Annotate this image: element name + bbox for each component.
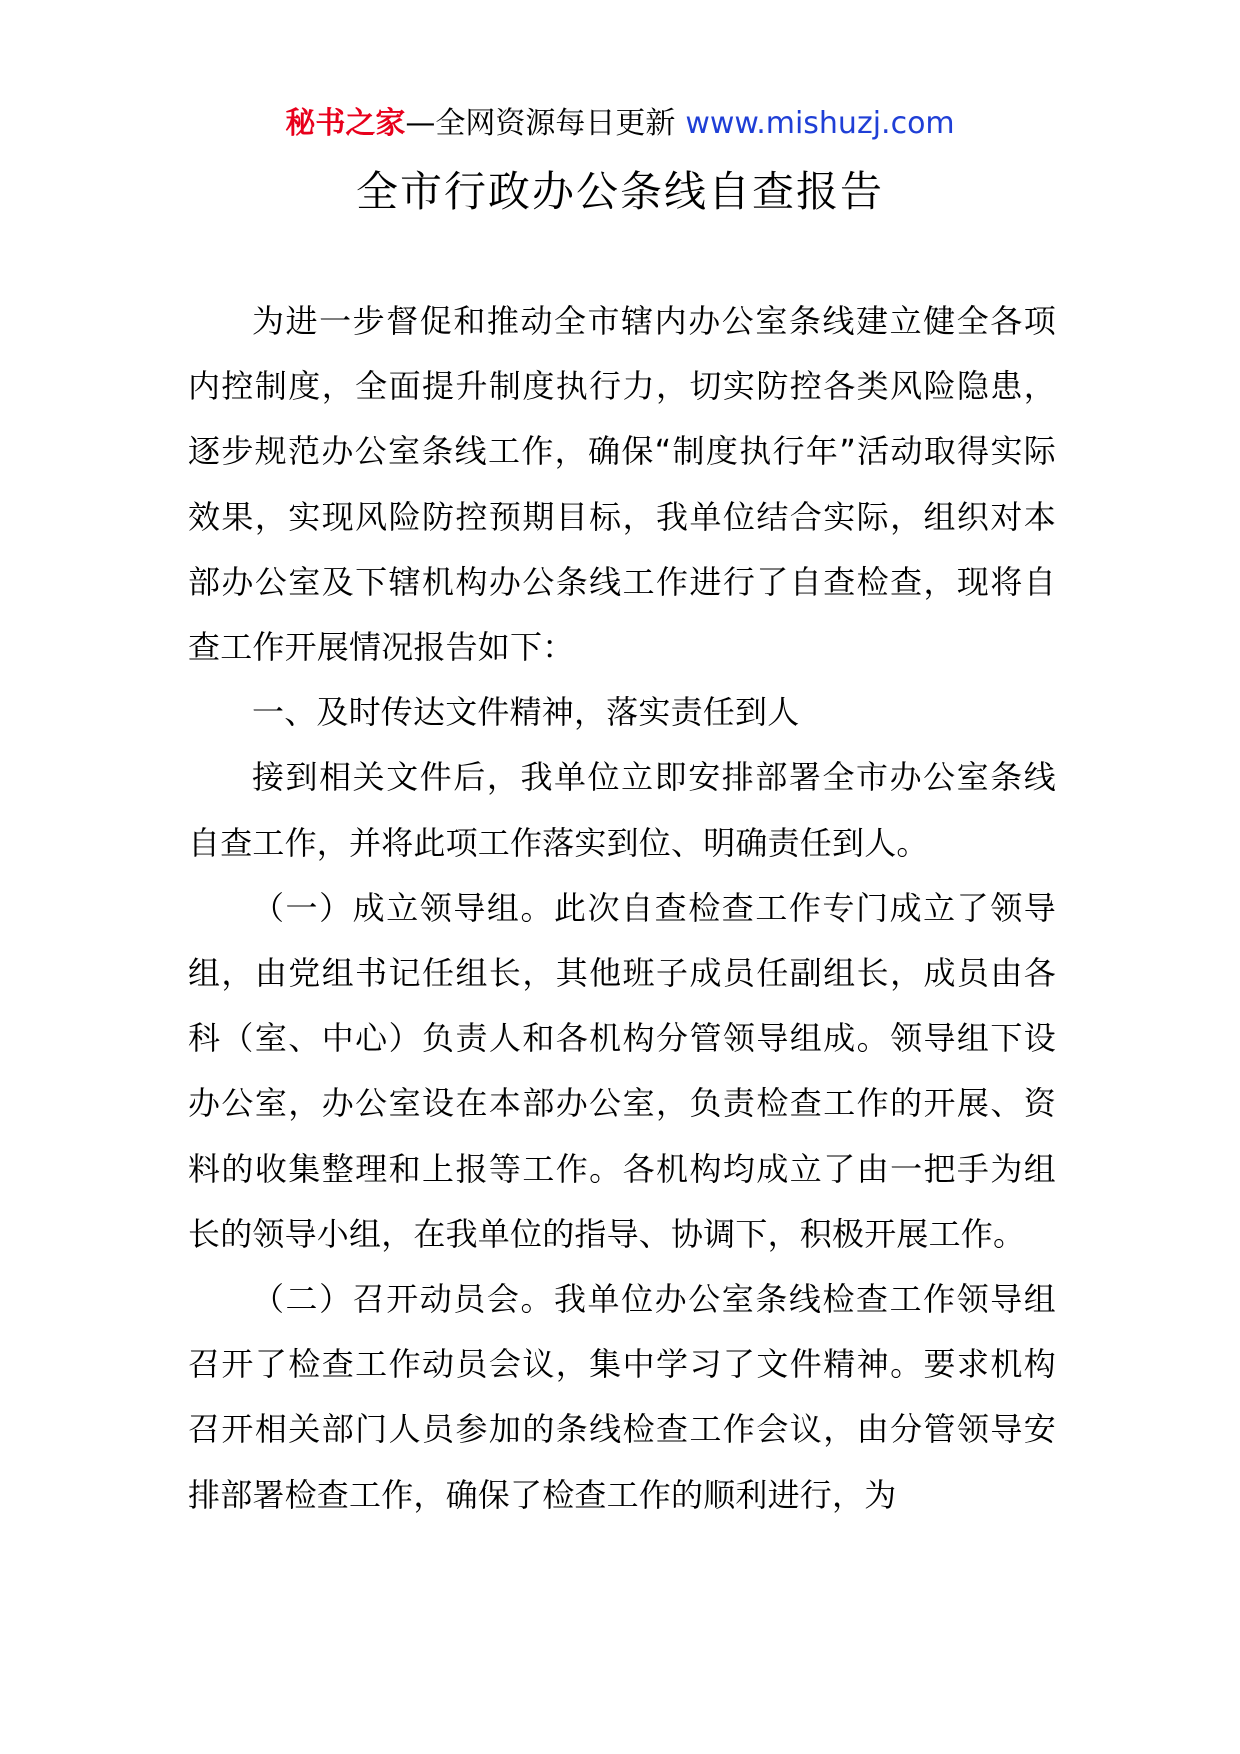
brand-name: 秘书之家 [285,106,406,141]
header-tagline: —全网资源每日更新 [405,106,676,141]
site-header [0,104,1240,144]
subsection-2-paragraph: （二）召开动员会。我单位办公室条线检查工作领导组召开了检查工作动员会议，集中学习了文件精神。要求机构召开相关部门人员参加的条线检查工作会议，由分管领导安排部署检查工作，确保了检查工作的顺利进行，为 [188,1280,1056,1514]
subsection-1-paragraph: （一）成立领导组。此次自查检查工作专门成立了领导组，由党组书记任组长，其他班子成员任副组长，成员由各科（室、中心）负责人和各机构分管领导组成。领导组下设办公室，办公室设在本部办公室，负责检查工作的开展、资料的收集整理和上报等工作。各机构均成立了由一把手为组长的领导小组，在我单位的指导、协调下，积极开展工作。 [188,888,1056,1253]
site-url-link[interactable]: www.mishuzj.com [685,106,955,141]
section-1-paragraph: 接到相关文件后，我单位立即安排部署全市办公室条线自查工作，并将此项工作落实到位、明确责任到人。 [188,758,1056,862]
document-title: 全市行政办公条线自查报告 [355,167,884,216]
intro-paragraph: 为进一步督促和推动全市辖内办公室条线建立健全各项内控制度，全面提升制度执行力，切实防控各类风险隐患，逐步规范办公室条线工作，确保“制度执行年”活动取得实际效果，实现风险防控预期目标，我单位结合实际，组织对本部办公室及下辖机构办公条线工作进行了自查检查，现将自查工作开展情况报告如下： [188,302,1056,667]
document-body [188,289,1056,1528]
section-heading-1: 一、及时传达文件精神，落实责任到人 [252,693,800,732]
